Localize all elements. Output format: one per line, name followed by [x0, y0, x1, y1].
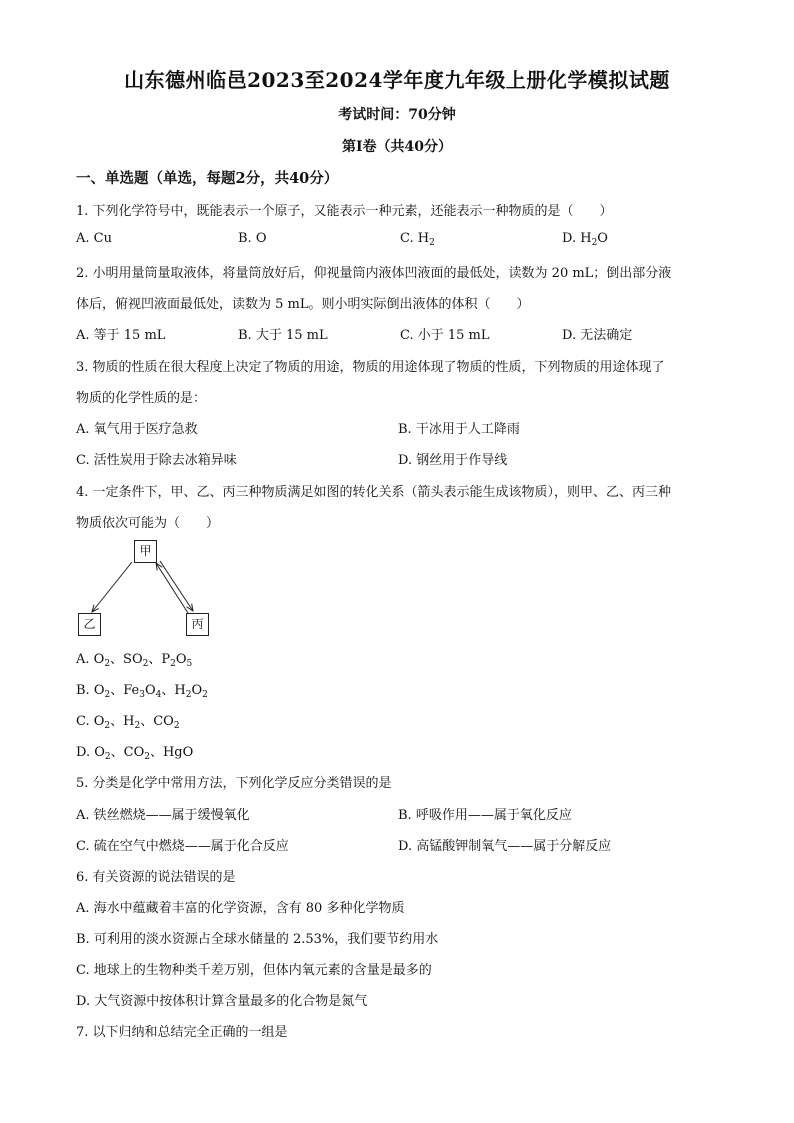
q5-option-b: B. 呼吸作用——属于氧化反应 [398, 808, 572, 823]
section-heading: 一、单选题（单选，每题2分，共40分） [76, 170, 339, 187]
q3-option-d: D. 钢丝用于作导线 [398, 453, 508, 468]
question-3-stem-line2: 物质的化学性质的是： [76, 391, 207, 406]
question-4-stem-line1: 4. 一定条件下，甲、乙、丙三种物质满足如图的转化关系（箭头表示能生成该物质），则甲、乙、丙三种 [76, 485, 672, 500]
q4-option-c: C. $O_2$、$H_2$、$CO_2$ [76, 714, 180, 731]
box-yi: 乙 [78, 613, 101, 636]
q1-option-d: D. $H_2O$ [562, 231, 608, 248]
conversion-diagram [76, 538, 216, 638]
arrow-jia-to-yi [92, 562, 132, 612]
question-7-stem: 7. 以下归纳和总结完全正确的一组是 [76, 1025, 288, 1040]
question-4-stem-line2: 物质依次可能为（ ） [76, 516, 220, 531]
q3-option-a: A. 氧气用于医疗急救 [76, 422, 198, 437]
question-2-stem-line1: 2. 小明用量筒量取液体，将量筒放好后，仰视量筒内液体凹液面的最低处，读数为 20 mL；倒出部分液 [76, 266, 672, 281]
q3-option-b: B. 干冰用于人工降雨 [398, 422, 520, 437]
arrow-bing-to-jia [156, 563, 188, 613]
q6-option-c: C. 地球上的生物种类千差万别，但体内氧元素的含量是最多的 [76, 963, 432, 978]
q2-option-c: C. 小于 15 mL [400, 328, 490, 343]
exam-time: 考试时间：70分钟 [338, 107, 456, 123]
page-title: 山东德州临邑2023至2024学年度九年级上册化学模拟试题 [124, 68, 670, 92]
q5-option-a: A. 铁丝燃烧——属于缓慢氧化 [76, 808, 250, 823]
q2-option-b: B. 大于 15 mL [238, 328, 328, 343]
q2-option-d: D. 无法确定 [562, 328, 633, 343]
box-bing: 丙 [186, 613, 209, 636]
q6-option-d: D. 大气资源中按体积计算含量最多的化合物是氮气 [76, 994, 368, 1009]
q4-option-a: A. $O_2$、$SO_2$、$P_2O_5$ [76, 652, 193, 669]
box-jia: 甲 [134, 540, 157, 563]
volume-heading: 第Ⅰ卷（共40分） [341, 139, 453, 155]
q6-option-a: A. 海水中蕴藏着丰富的化学资源，含有 80 多种化学物质 [76, 901, 405, 916]
q2-option-a: A. 等于 15 mL [76, 328, 166, 343]
question-3-stem-line1: 3. 物质的性质在很大程度上决定了物质的用途，物质的用途体现了物质的性质，下列物质的用途体现了 [76, 360, 665, 375]
arrow-jia-to-bing [160, 561, 193, 611]
q1-option-b: B. O [238, 231, 267, 246]
question-1-stem: 1. 下列化学符号中，既能表示一个原子，又能表示一种元素，还能表示一种物质的是（ ） [76, 204, 613, 219]
q1-option-a: A. Cu [76, 231, 112, 246]
q5-option-d: D. 高锰酸钾制氧气——属于分解反应 [398, 839, 612, 854]
q4-option-d: D. $O_2$、$CO_2$、HgO [76, 745, 194, 762]
q6-option-b: B. 可利用的淡水资源占全球水储量的 2.53%，我们要节约用水 [76, 932, 439, 947]
q1-option-c: C. $H_2$ [400, 231, 435, 248]
q4-option-b: B. $O_2$、$Fe_3O_4$、$H_2O_2$ [76, 683, 208, 700]
q5-option-c: C. 硫在空气中燃烧——属于化合反应 [76, 839, 289, 854]
question-5-stem: 5. 分类是化学中常用方法，下列化学反应分类错误的是 [76, 776, 392, 791]
q3-option-c: C. 活性炭用于除去冰箱异味 [76, 453, 237, 468]
question-2-stem-line2: 体后，俯视凹液面最低处，读数为 5 mL。则小明实际倒出液体的体积（ ） [76, 297, 530, 312]
question-6-stem: 6. 有关资源的说法错误的是 [76, 870, 236, 885]
